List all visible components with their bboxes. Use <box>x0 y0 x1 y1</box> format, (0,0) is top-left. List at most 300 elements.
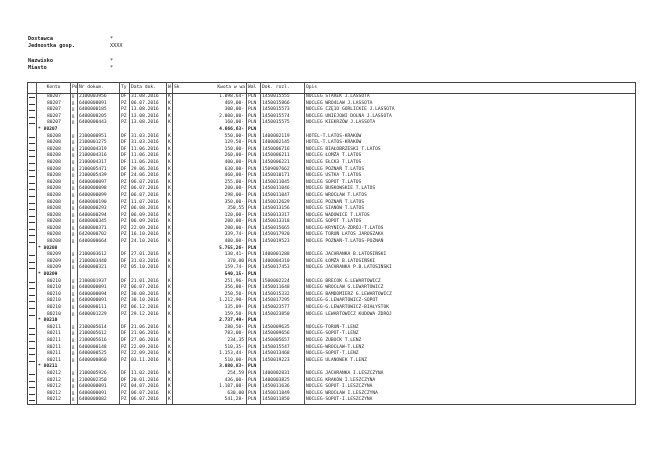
settlement-doc-cell: 1450011047 <box>261 193 305 200</box>
table-row <box>28 107 636 114</box>
row-marker-line <box>29 397 35 401</box>
account-cell: 80208 <box>37 232 71 239</box>
empty-cell <box>71 127 78 134</box>
currency-cell: PLN <box>247 160 261 167</box>
description-cell: NOCLEG ŁOMŻA B.LATOSIŃSKI <box>305 259 636 266</box>
empty-cell <box>179 153 211 160</box>
document-number-cell: 2100002350 <box>78 378 120 385</box>
document-number-cell: 2100000951 <box>78 134 120 141</box>
subtotal-amount-cell: 5.755,26- <box>219 245 244 251</box>
empty-cell <box>179 265 211 272</box>
table-row <box>28 285 636 292</box>
posting-mark-cell: B <box>71 147 78 154</box>
posting-mark-cell: B <box>71 292 78 299</box>
table-row <box>28 120 636 127</box>
document-number-cell: 6400001229 <box>78 312 120 319</box>
subtotal-amount-cell: 3.880,83- <box>219 364 244 370</box>
empty-cell <box>179 167 211 174</box>
account-cell: 80210 <box>37 298 71 305</box>
header-value: * <box>110 58 114 64</box>
row-marker <box>28 259 37 266</box>
document-number-cell: 2100004317 <box>78 160 120 167</box>
document-type-cell: DF <box>120 259 130 266</box>
document-type-cell: DF <box>120 160 130 167</box>
flag-cell: K <box>168 166 171 172</box>
posting-mark-cell: B <box>71 397 78 404</box>
description-cell: NOCLEG CZĘ1O GORLICKIE J.LASSOTA <box>305 107 636 114</box>
flag-cell: K <box>168 120 171 126</box>
table-row <box>28 351 636 358</box>
document-type-cell: PZ <box>120 206 130 213</box>
empty-cell <box>71 318 78 325</box>
empty-cell <box>179 259 211 266</box>
empty-cell <box>120 127 130 134</box>
empty-cell <box>179 219 211 226</box>
empty-cell <box>179 180 211 187</box>
document-number-cell: 6400000082 <box>78 397 120 404</box>
amount-cell: 480,00- <box>224 239 244 245</box>
account-cell: 80207 <box>37 107 71 114</box>
document-type-cell: DF <box>120 252 130 259</box>
posting-mark-cell: B <box>71 312 78 319</box>
settlement-doc-cell: 1400003825 <box>261 378 305 385</box>
posting-mark-cell: B <box>71 114 78 121</box>
row-marker <box>28 186 37 193</box>
table-row <box>28 160 636 167</box>
row-marker <box>28 206 37 213</box>
row-marker-line <box>29 213 35 217</box>
empty-cell <box>179 114 211 121</box>
row-marker-line <box>29 338 35 342</box>
empty-cell <box>261 272 305 279</box>
empty-cell <box>179 272 211 279</box>
document-type-cell: DF <box>120 134 130 141</box>
amount-cell: 160,00- <box>224 120 244 126</box>
document-date-cell: 24.06.2016 <box>130 173 167 180</box>
flag-cell: K <box>168 179 171 185</box>
row-marker-line <box>29 285 35 289</box>
empty-cell <box>305 127 636 134</box>
document-type-cell: DF <box>120 331 130 338</box>
amount-cell: 436,00- <box>224 377 244 383</box>
subtotal-star-icon: * <box>38 126 44 132</box>
table-row <box>28 239 636 246</box>
account-cell: 80208 <box>37 147 71 154</box>
account-cell: 80212 <box>37 371 71 378</box>
empty-cell <box>179 279 211 286</box>
amount-cell: 159,74- <box>224 265 244 271</box>
amount-cell: 400,00- <box>224 159 244 165</box>
empty-cell <box>120 318 130 325</box>
currency-cell: PLN <box>247 272 261 279</box>
subtotal-amount-cell: 540,15- <box>224 272 244 278</box>
row-marker <box>28 285 37 292</box>
amount-cell: 510,35- <box>224 344 244 350</box>
amount-cell: 1.212,90- <box>219 298 244 304</box>
account-cell: 80208 <box>37 186 71 193</box>
settlement-doc-cell: 1450015665 <box>261 226 305 233</box>
amount-cell: 339,74- <box>224 232 244 238</box>
empty-cell <box>179 384 211 391</box>
document-number-cell: 6400000345 <box>78 219 120 226</box>
row-marker <box>28 371 37 378</box>
description-cell: NOCLEG UNIEJOWI DOLNA J.LASSOTA <box>305 114 636 121</box>
settlement-doc-cell: 1450011850 <box>261 397 305 404</box>
header-line <box>28 43 123 49</box>
empty-cell <box>179 147 211 154</box>
document-type-cell: PZ <box>120 120 130 127</box>
empty-cell <box>179 351 211 358</box>
document-number-cell: 2100005439 <box>78 173 120 180</box>
document-number-cell: 6400000091 <box>78 391 120 398</box>
description-cell: NOCLEG BRECOK G.LEWARTOWICZ <box>305 279 636 286</box>
document-date-cell: 13.08.2016 <box>130 114 167 121</box>
currency-cell: PLN <box>247 351 261 358</box>
description-cell: NOCLEG STAREK J.LASSOTA <box>305 94 636 101</box>
settlement-doc-cell: 1450011648 <box>261 285 305 292</box>
settlement-doc-cell: 1450011849 <box>261 391 305 398</box>
empty-cell <box>179 120 211 127</box>
settlement-doc-cell: 1450015866 <box>261 101 305 108</box>
currency-cell: PLN <box>247 147 261 154</box>
row-marker <box>28 200 37 207</box>
row-marker-line <box>29 219 35 223</box>
empty-cell <box>179 200 211 207</box>
subtotal-account: 80207 <box>43 126 58 132</box>
currency-cell: PLN <box>247 206 261 213</box>
empty-cell <box>179 193 211 200</box>
table-row <box>28 186 636 193</box>
empty-cell <box>78 272 120 279</box>
document-date-cell: 31.03.2016 <box>130 259 167 266</box>
document-number-cell: 6400000091 <box>78 285 120 292</box>
currency-cell: PLN <box>247 338 261 345</box>
row-marker <box>28 153 37 160</box>
amount-cell: 550,00- <box>224 133 244 139</box>
account-cell <box>37 272 71 279</box>
flag-cell: K <box>168 390 171 396</box>
flag-cell: K <box>168 153 171 159</box>
currency-cell: PLN <box>247 364 261 371</box>
document-type-cell: PZ <box>120 239 130 246</box>
row-marker-line <box>29 305 35 309</box>
currency-cell: PLN <box>247 252 261 259</box>
document-type-cell: PZ <box>120 213 130 220</box>
currency-cell: PLN <box>247 305 261 312</box>
flag-cell: K <box>168 285 171 291</box>
amount-cell: 150,00- <box>224 146 244 152</box>
description-cell: NOCLEG-SOPOT-T.LENZ <box>305 331 636 338</box>
currency-cell: PLN <box>247 246 261 253</box>
flag-cell: K <box>168 219 171 225</box>
subtotal-amount-cell: 2.737,49- <box>219 318 244 324</box>
description-cell: NOCLEG WROCŁAW I.LESZCZYNA <box>305 391 636 398</box>
empty-cell <box>305 318 636 325</box>
document-date-cell: 30.10.2016 <box>130 298 167 305</box>
description-cell: NOCLEG POZNAŃ T.LATOS <box>305 200 636 207</box>
header-value: XXXX <box>110 43 123 49</box>
posting-mark-cell: B <box>71 265 78 272</box>
description-cell: NOCLEG WROCŁAW G.LEWARTOWICZ <box>305 285 636 292</box>
flag-cell: K <box>168 377 171 383</box>
amount-cell: 469,00- <box>224 100 244 106</box>
empty-cell <box>305 272 636 279</box>
account-cell: 80210 <box>37 312 71 319</box>
subtotal-account: 80208 <box>43 245 58 251</box>
row-marker-line <box>29 232 35 236</box>
empty-cell <box>179 285 211 292</box>
flag-cell: K <box>168 357 171 363</box>
header-value: * <box>110 36 114 42</box>
empty-cell <box>179 206 211 213</box>
row-marker-line <box>29 259 35 263</box>
posting-mark-cell: B <box>71 338 78 345</box>
settlement-doc-cell: 1450012629 <box>261 200 305 207</box>
flag-cell: K <box>168 212 171 218</box>
settlement-doc-cell: 1450015332 <box>261 292 305 299</box>
column-header: Po <box>71 83 78 94</box>
table-row <box>28 265 636 272</box>
amount-cell: 370,00 <box>227 258 244 264</box>
posting-mark-cell: B <box>71 101 78 108</box>
amount-cell: 356,00- <box>224 285 244 291</box>
row-marker-line <box>29 147 35 151</box>
document-date-cell: 22.09.2016 <box>130 351 167 358</box>
currency-cell: PLN <box>247 114 261 121</box>
empty-cell <box>179 173 211 180</box>
document-type-cell: PZ <box>120 298 130 305</box>
row-marker-line <box>29 120 35 124</box>
description-cell: NOCLEG-G.LEWARTOWICZ-BIAŁYSTOK <box>305 305 636 312</box>
document-type-cell: PZ <box>120 391 130 398</box>
document-number-cell: 6400000091 <box>78 101 120 108</box>
amount-cell: 255,00- <box>224 179 244 185</box>
header-label: Dostawca <box>28 36 53 42</box>
currency-cell: PLN <box>247 358 261 365</box>
row-marker <box>28 107 37 114</box>
row-marker <box>28 305 37 312</box>
posting-mark-cell: B <box>71 351 78 358</box>
document-date-cell: 29.06.2016 <box>130 167 167 174</box>
description-cell: NOCLEG SIANÓW T.LATOS <box>305 206 636 213</box>
row-marker-line <box>29 114 35 118</box>
description-cell: NOCLEG-WROCŁAW-T.LENZ <box>305 345 636 352</box>
posting-mark-cell: B <box>71 167 78 174</box>
settlement-doc-cell: 1450011046 <box>261 186 305 193</box>
account-cell: 80210 <box>37 285 71 292</box>
description-cell: NOCLEG BAMDOMIERZ G.LEWARTOWICZ <box>305 292 636 299</box>
flag-cell: K <box>168 291 171 297</box>
document-type-cell: PZ <box>120 397 130 404</box>
document-number-cell: 6400000111 <box>78 305 120 312</box>
empty-cell <box>78 364 120 371</box>
flag-cell: K <box>168 94 171 99</box>
description-cell: NOCLEG JACHRANKA I.LESZCZYNA <box>305 371 636 378</box>
row-marker <box>28 173 37 180</box>
document-number-cell: 6400000293 <box>78 206 120 213</box>
document-type-cell: DF <box>120 325 130 332</box>
amount-cell: 350,55 <box>227 206 244 212</box>
row-marker <box>28 378 37 385</box>
document-type-cell: PZ <box>120 200 130 207</box>
settlement-doc-cell: 1450006716 <box>261 147 305 154</box>
empty-cell <box>179 107 211 114</box>
subtotal-amount-cell: 4.666,63- <box>219 126 244 132</box>
row-marker <box>28 239 37 246</box>
description-cell: NOCLEG ZUBOCK T.LENZ <box>305 338 636 345</box>
document-number-cell: 2100005612 <box>78 331 120 338</box>
document-date-cell: 06.07.2016 <box>130 193 167 200</box>
row-marker <box>28 312 37 319</box>
posting-mark-cell: B <box>71 232 78 239</box>
account-cell <box>37 364 71 371</box>
amount-cell: 541,28- <box>211 397 247 404</box>
empty-cell <box>179 325 211 332</box>
flag-cell: K <box>168 173 171 179</box>
document-date-cell: 11.06.2016 <box>130 153 167 160</box>
empty-cell <box>179 378 211 385</box>
document-type-cell: PZ <box>120 312 130 319</box>
document-number-cell: 2100005614 <box>78 325 120 332</box>
document-type-cell: PZ <box>120 107 130 114</box>
currency-cell: PLN <box>247 180 261 187</box>
posting-mark-cell: B <box>71 279 78 286</box>
description-cell: NOCLEG LEWARTOWICZ KUDOWA ZDRÓJ <box>305 312 636 319</box>
row-marker <box>28 272 37 279</box>
document-type-cell: PZ <box>120 180 130 187</box>
empty-cell <box>179 226 211 233</box>
amount-cell: 120,00- <box>224 212 244 218</box>
row-marker-line <box>29 180 35 184</box>
settlement-doc-cell: 1450015575 <box>261 120 305 127</box>
amount-cell: 129,50- <box>224 140 244 146</box>
table-row <box>28 173 636 180</box>
settlement-doc-cell: 1400002831 <box>261 371 305 378</box>
posting-mark-cell: B <box>71 331 78 338</box>
flag-cell: K <box>168 225 171 231</box>
flag-cell: K <box>168 252 171 258</box>
table-row <box>28 298 636 305</box>
empty-cell <box>261 127 305 134</box>
account-cell: 80207 <box>37 120 71 127</box>
document-number-cell: 6400000294 <box>78 213 120 220</box>
currency-cell: PLN <box>247 292 261 299</box>
empty-cell <box>179 338 211 345</box>
document-type-cell: PZ <box>120 232 130 239</box>
flag-cell: K <box>168 159 171 165</box>
flag-cell: K <box>168 113 171 119</box>
row-marker-line <box>29 378 35 382</box>
document-type-cell: PZ <box>120 114 130 121</box>
currency-cell: PLN <box>247 259 261 266</box>
amount-cell: 254,59 <box>227 370 244 376</box>
description-cell: NOCLEG EŁCK3 T.LATOS <box>305 160 636 167</box>
document-date-cell: 06.07.2016 <box>130 186 167 193</box>
subtotal-row <box>28 364 636 371</box>
column-header <box>28 83 37 94</box>
settlement-doc-cell: 1509007662 <box>261 167 305 174</box>
document-number-cell: 2100003956 <box>78 94 120 101</box>
table-row <box>28 153 636 160</box>
account-cell: 80208 <box>37 206 71 213</box>
row-marker <box>28 351 37 358</box>
document-type-cell: PZ <box>120 305 130 312</box>
description-cell: NOCLEG USTKA T.LATOS <box>305 173 636 180</box>
posting-mark-cell: B <box>71 160 78 167</box>
description-cell: NOCLEG BUSKOWSKIE T.LATOS <box>305 186 636 193</box>
account-cell: 80209 <box>37 259 71 266</box>
posting-mark-cell: B <box>71 193 78 200</box>
posting-mark-cell: B <box>71 391 78 398</box>
column-header: Kwota w wa <box>211 83 247 94</box>
empty-cell <box>179 345 211 352</box>
flag-cell: K <box>168 337 171 343</box>
row-marker-line <box>29 391 35 395</box>
currency-cell: PLN <box>247 378 261 385</box>
account-cell: 80208 <box>37 200 71 207</box>
document-date-cell: 27.01.2016 <box>130 252 167 259</box>
description-cell: NOCLEG SOPOT T.LATOS <box>305 180 636 187</box>
subtotal-star-icon: * <box>38 364 44 370</box>
document-date-cell: 11.02.2016 <box>130 371 167 378</box>
document-date-cell: 05.10.2016 <box>130 265 167 272</box>
amount-cell: 234,35 <box>227 337 244 343</box>
document-date-cell: 13.08.2016 <box>130 107 167 114</box>
settlement-doc-cell: 1500002224 <box>261 279 305 286</box>
currency-cell: PLN <box>247 173 261 180</box>
currency-cell: PLN <box>247 239 261 246</box>
row-marker-line <box>29 193 35 197</box>
settlement-doc-cell: 1450023577 <box>261 305 305 312</box>
document-number-cell: 6400000860 <box>78 358 120 365</box>
row-marker-line <box>29 345 35 349</box>
document-number-cell: 6400000190 <box>78 200 120 207</box>
flag-cell: K <box>168 206 171 212</box>
document-type-cell: PZ <box>120 101 130 108</box>
document-number-cell: 6400000525 <box>78 351 120 358</box>
settlement-doc-cell: 1450017920 <box>261 232 305 239</box>
table-row <box>28 252 636 259</box>
currency-cell: PLN <box>247 265 261 272</box>
flag-cell: K <box>168 258 171 264</box>
empty-cell <box>179 140 211 147</box>
row-marker <box>28 384 37 391</box>
row-marker <box>28 364 37 371</box>
empty-cell <box>179 246 211 253</box>
row-marker-line <box>29 153 35 157</box>
empty-cell <box>71 246 78 253</box>
table-row <box>28 358 636 365</box>
account-cell: 80212 <box>37 378 71 385</box>
account-cell: 80212 <box>37 384 71 391</box>
currency-cell: PLN <box>247 279 261 286</box>
settlement-doc-cell: 1450006211 <box>261 153 305 160</box>
empty-cell <box>179 371 211 378</box>
currency-cell: PLN <box>247 226 261 233</box>
row-marker <box>28 265 37 272</box>
empty-cell <box>261 364 305 371</box>
table-row <box>28 312 636 319</box>
flag-cell: K <box>168 324 171 330</box>
table-row <box>28 331 636 338</box>
empty-cell <box>130 127 167 134</box>
row-marker-line <box>29 239 35 243</box>
currency-cell: PLN <box>247 232 261 239</box>
document-type-cell: DF <box>120 173 130 180</box>
settlement-doc-cell: 1450009635 <box>261 325 305 332</box>
posting-mark-cell: B <box>71 239 78 246</box>
flag-cell: K <box>168 199 171 205</box>
